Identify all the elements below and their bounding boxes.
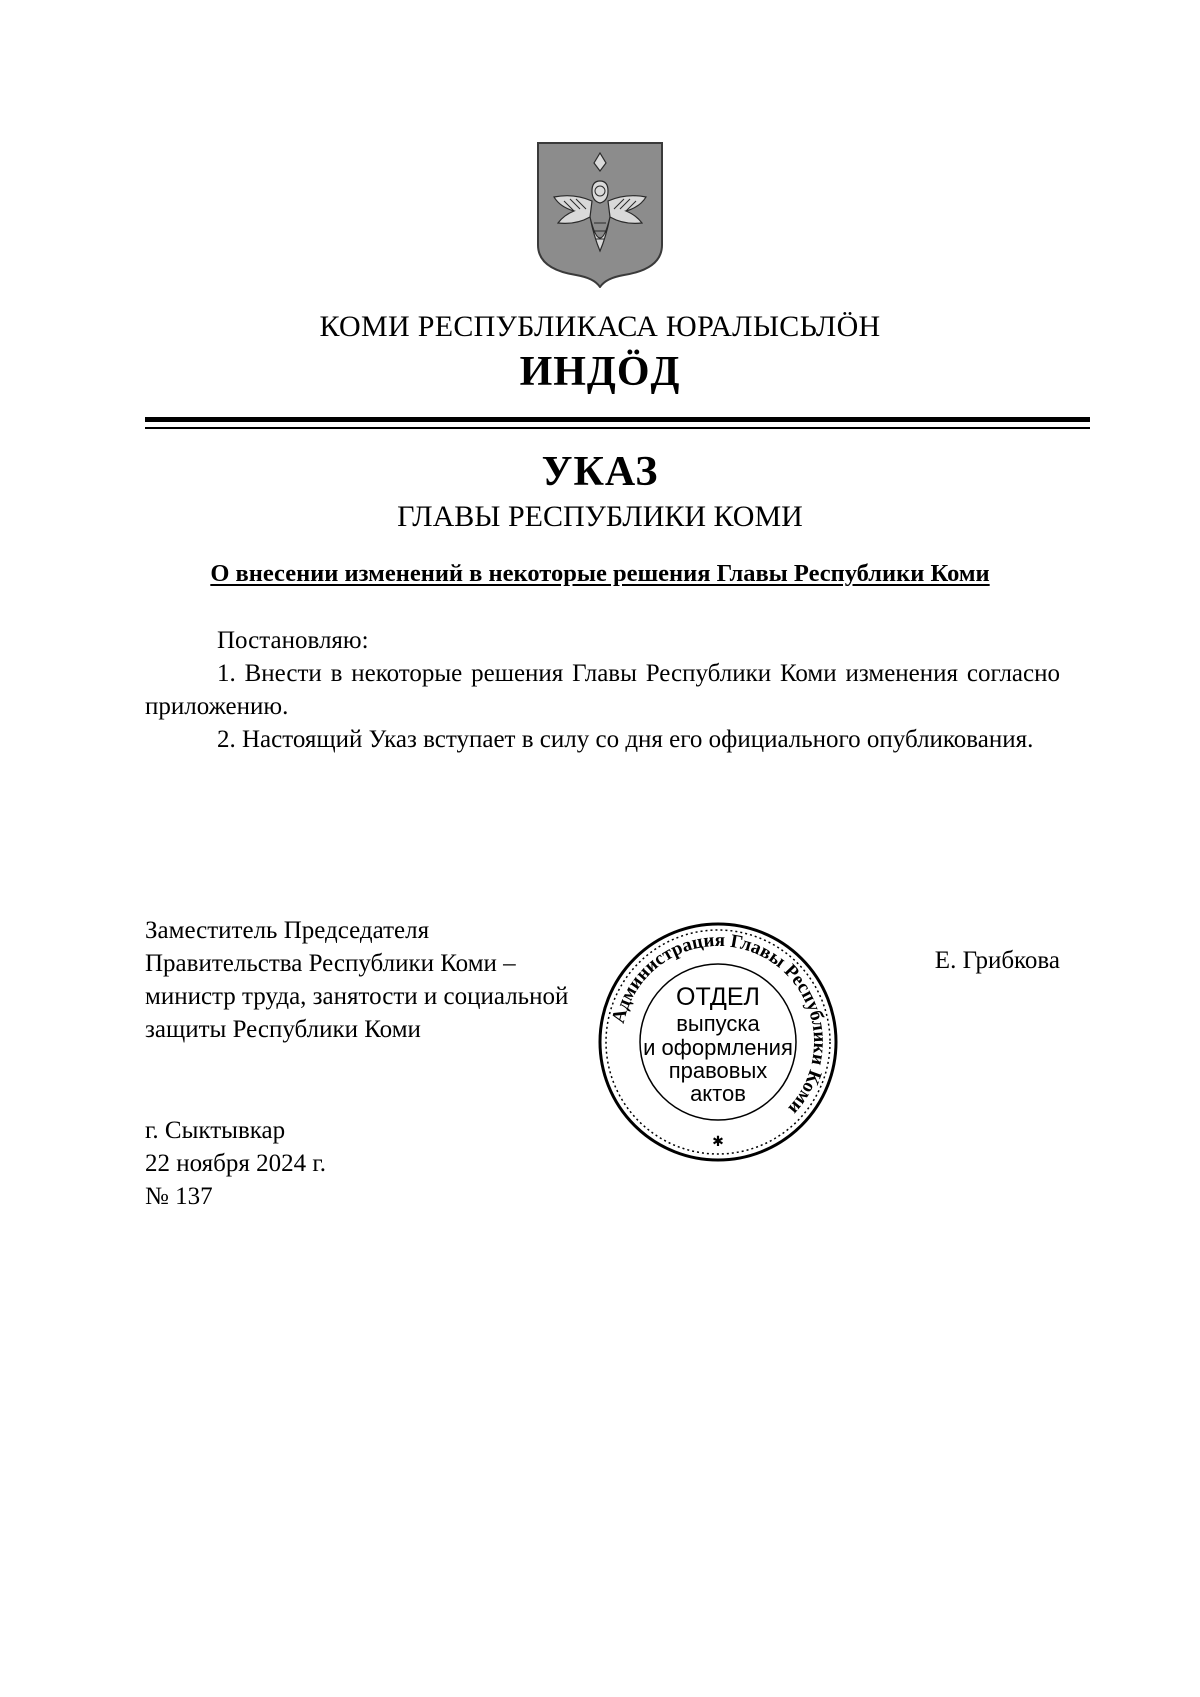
document-footer bbox=[145, 1114, 326, 1213]
issue-date: 22 ноября 2024 г. bbox=[145, 1150, 327, 1177]
document-type-title: УКАЗ bbox=[541, 449, 659, 495]
document-number: № 137 bbox=[145, 1183, 213, 1210]
stamp-center-line: и оформления bbox=[643, 1035, 793, 1060]
signatory-position bbox=[145, 914, 568, 1046]
stamp-center-line: выпуска bbox=[676, 1011, 760, 1036]
komi-republic-coat-of-arms-icon bbox=[534, 141, 666, 288]
komi-authority-title: КОМИ РЕСПУБЛИКАСА ЮРАЛЫСЬЛÖН bbox=[319, 310, 881, 343]
stamp-center-line: актов bbox=[690, 1081, 746, 1106]
official-stamp bbox=[596, 920, 840, 1164]
place-of-issue: г. Сыктывкар bbox=[145, 1117, 286, 1144]
signatory-position-line: Заместитель Председателя bbox=[145, 917, 430, 944]
signatory-name: Е. Грибкова bbox=[934, 947, 1060, 974]
document-body bbox=[145, 624, 1060, 756]
stamp-center-line: правовых bbox=[668, 1058, 768, 1083]
komi-doc-type: ИНДÖД bbox=[519, 349, 681, 395]
body-item-2: 2. Настоящий Указ вступает в силу со дня его официального опубликования. bbox=[217, 726, 1034, 753]
stamp-center-line: ОТДЕЛ bbox=[676, 983, 760, 1011]
signatory-position-line: защиты Республики Коми bbox=[145, 1016, 421, 1043]
issuing-authority: ГЛАВЫ РЕСПУБЛИКИ КОМИ bbox=[397, 500, 803, 533]
body-intro: Постановляю: bbox=[217, 627, 369, 654]
document-subject: О внесении изменений в некоторые решения Главы Республики Коми bbox=[210, 560, 990, 587]
header-divider-thin bbox=[145, 427, 1090, 429]
stamp-ring-text: Администрация Главы Республики Коми bbox=[607, 929, 831, 1119]
signatory-position-line: Правительства Республики Коми – bbox=[145, 950, 516, 977]
signatory-position-line: министр труда, занятости и социальной bbox=[145, 983, 569, 1010]
header-divider-thick bbox=[145, 417, 1090, 422]
stamp-star-icon: ✱ bbox=[712, 1133, 724, 1149]
body-item-1: 1. Внести в некоторые решения Главы Республики Коми изменения согласно приложению. bbox=[145, 660, 1060, 720]
